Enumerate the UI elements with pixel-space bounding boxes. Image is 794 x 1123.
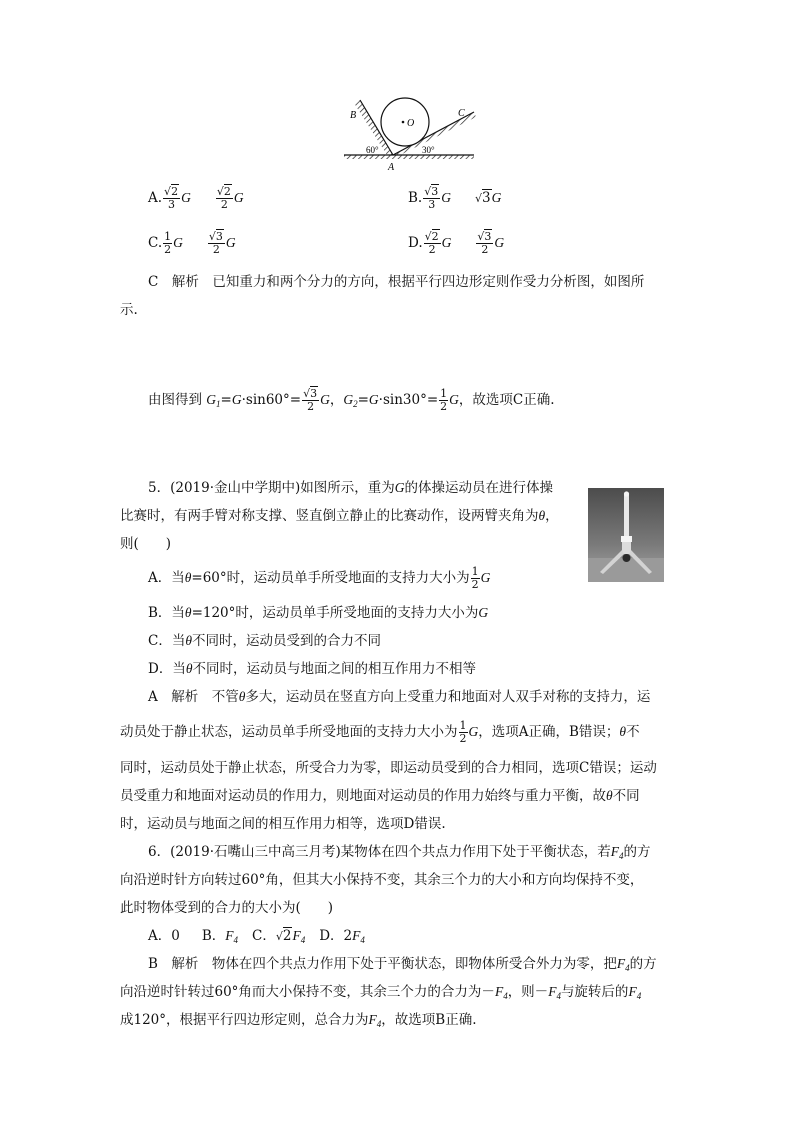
q5-answer-line1: A 解析 不管θ多大，运动员在竖直方向上受重力和地面对人双手对称的支持力，运 <box>148 689 651 705</box>
q5-stem-line2: 比赛时，有两手臂对称支撑、竖直倒立静止的比赛动作，设两臂夹角为θ， <box>120 508 559 524</box>
q4-option-c: C. $\frac{1}{2}$ G $\frac{√3}{2}$ G <box>148 230 236 256</box>
gymnast-photo <box>588 488 664 582</box>
q6-answer-line2: 向沿逆时针转过60°角而大小保持不变，其余三个力的合力为$-F_4$，则$-F_4$与旋转后的$F_4$ <box>120 984 642 1001</box>
q5-option-a: A．当θ=60°时，运动员单手所受地面的支持力大小为 $\frac{1}{2}$ G <box>148 565 491 591</box>
q4-answer-line1: C 解析 已知重力和两个分力的方向，根据平行四边形定则作受力分析图，如图所 <box>148 274 645 290</box>
q6-stem-line2: 向沿逆时针方向转过60°角，但其大小保持不变，其余三个力的大小和方向均保持不变， <box>120 872 644 888</box>
q5-answer-line5: 时，运动员与地面之间的相互作用力相等，选项D错误. <box>120 816 446 832</box>
q4-option-a: A. $\frac{√2}{3}$ G $\frac{√2}{2}$ G <box>148 185 244 211</box>
q4-option-d: D. $\frac{√2}{2}$ G $\frac{√3}{2}$ G <box>408 230 505 256</box>
q5-answer-line2: 动员处于静止状态，运动员单手所受地面的支持力大小为 $\frac{1}{2}$ G，选项A正确，B错误；θ不 <box>120 719 640 745</box>
ground-hatch <box>344 155 474 159</box>
q4-option-b: B. $\frac{√3}{3}$ G √3G <box>408 185 502 211</box>
q6-answer-line3: 成120°，根据平行四边形定则，总合力为$F_4$，故选项B正确. <box>120 1012 477 1029</box>
q5-option-d: D．当θ不同时，运动员与地面之间的相互作用力不相等 <box>148 661 476 677</box>
q6-answer-line1: B 解析 物体在四个共点力作用下处于平衡状态，即物体所受合外力为零，把$F_4$的方 <box>148 956 657 973</box>
q5-answer-line3: 同时，运动员处于静止状态，所受合力为零，即运动员受到的合力相同，选项C错误；运动 <box>120 760 657 776</box>
q5-option-c: C．当θ不同时，运动员受到的合力不同 <box>148 633 381 649</box>
label-angle-30: 30° <box>422 145 435 155</box>
incline-ball-figure <box>340 92 480 178</box>
q6-stem-line1: 6．(2019·石嘴山三中高三月考)某物体在四个共点力作用下处于平衡状态，若$F_4$的方 <box>148 844 651 861</box>
q5-answer-line4: 员受重力和地面对运动员的作用力，则地面对运动员的作用力始终与重力平衡，故θ不同 <box>120 788 640 804</box>
q5-stem-line1: 5．(2019·金山中学期中)如图所示，重为G的体操运动员在进行体操 <box>148 480 554 496</box>
q6-stem-line3: 此时物体受到的合力的大小为( ) <box>120 900 334 916</box>
q4-answer-line2: 示. <box>120 302 138 318</box>
ball-circle <box>381 98 429 146</box>
ball-center-dot <box>402 121 405 124</box>
label-angle-60: 60° <box>366 145 379 155</box>
label-C: C <box>458 108 465 119</box>
q4-equation: 由图得到 $G_1=G\cdot\sin 60^\circ=$ $\frac{√3}{2}$ G，$G_2=G\cdot\sin 30^\circ=$ $\frac{1}{2}$ G，故选项C正确. <box>148 387 555 413</box>
q5-option-b: B．当θ=120°时，运动员单手所受地面的支持力大小为G <box>148 605 489 621</box>
q6-options: A．0 B．$F_4$ C．$√2F_4$ D．$2F_4$ <box>148 928 365 945</box>
label-O: O <box>407 118 415 129</box>
label-A: A <box>388 162 395 173</box>
q5-stem-line3: 则( ) <box>120 536 172 552</box>
label-B: B <box>350 110 357 121</box>
